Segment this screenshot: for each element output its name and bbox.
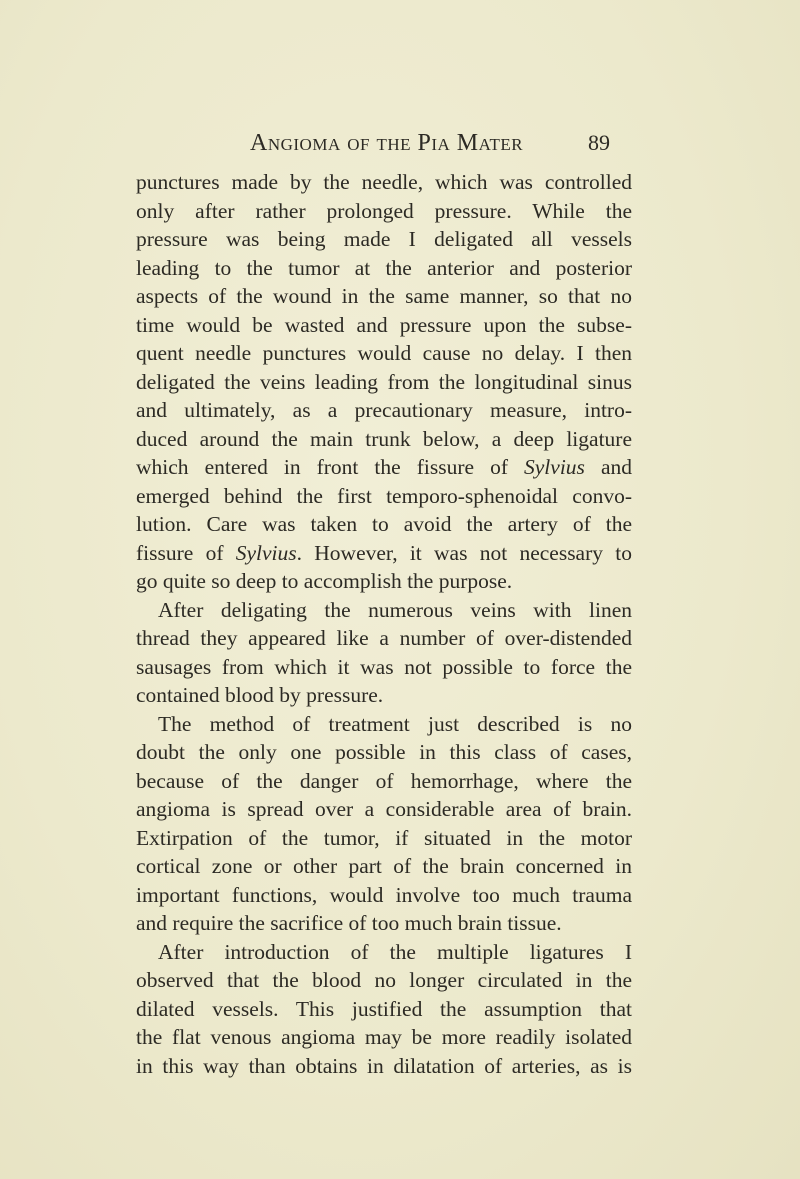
text-run: and ultimately, as a precautionary measure, intro- [136, 398, 632, 422]
text-run: doubt the only one possible in this class of cases, [136, 740, 632, 764]
text-run: pressure was being made I deligated all vessels [136, 227, 632, 251]
text-line [136, 995, 632, 1024]
text-line [136, 225, 632, 254]
text-line [136, 482, 632, 511]
text-line [136, 339, 632, 368]
text-run: dilated vessels. This justified the assumption that [136, 996, 632, 1021]
text-line [136, 795, 632, 824]
text-run: leading to the tumor at the anterior and posterior [136, 255, 632, 280]
page-number: 89 [588, 130, 610, 155]
text-run: duced around the main trunk below, a deep ligature [136, 426, 632, 451]
text-run: and [584, 455, 632, 479]
text-line [136, 653, 632, 682]
text-run: the flat venous angioma may be more readily isolated [136, 1025, 632, 1049]
text-run: sausages from which it was not possible to force the [136, 654, 632, 679]
text-line [136, 881, 632, 910]
text-line [136, 282, 632, 311]
text-run: observed that the blood no longer circulated in the [136, 968, 632, 992]
text-line [136, 197, 632, 226]
text-run: contained blood by pressure. [136, 683, 384, 707]
text-run: The method of treatment just described is no [158, 711, 632, 736]
page-header [250, 130, 610, 160]
text-line [136, 1023, 632, 1052]
text-run: After introduction of the multiple ligatures I [158, 939, 632, 964]
text-run: cortical zone or other part of the brain concerned in [136, 854, 632, 878]
text-run: in this way than obtains in dilatation of arteries, as is [136, 1053, 632, 1078]
text-line [136, 1052, 632, 1081]
text-run: deligated the veins leading from the longitudinal sinus [136, 369, 632, 394]
text-run: angioma is spread over a considerable area of brain. [136, 797, 632, 821]
text-line [136, 396, 632, 425]
text-line [136, 624, 632, 653]
text-run: thread they appeared like a number of over-distended [136, 626, 632, 650]
text-run: lution. Care was taken to avoid the artery of the [136, 512, 632, 536]
text-line [136, 425, 632, 454]
text-run: time would be wasted and pressure upon the subse- [136, 312, 632, 337]
text-run: fissure of [136, 540, 236, 565]
text-run: which entered in front the fissure of [136, 455, 525, 479]
text-run: quent needle punctures would cause no delay. I then [136, 341, 632, 365]
text-line [136, 254, 632, 283]
text-run: Extirpation of the tumor, if situated in the motor [136, 825, 632, 850]
text-run: and require the sacrifice of too much brain tissue. [136, 911, 562, 935]
text-line [136, 738, 632, 767]
text-line [136, 539, 632, 568]
running-title: Angioma of the Pia Mater [250, 130, 524, 156]
text-line [136, 681, 632, 710]
body-text [136, 168, 632, 1080]
text-run: aspects of the wound in the same manner, so that no [136, 284, 632, 308]
text-line [136, 567, 632, 596]
text-run: only after rather prolonged pressure. While the [136, 198, 632, 223]
text-line [136, 909, 632, 938]
italic-term: Sylvius [235, 540, 297, 565]
text-run: important functions, would involve too much trauma [136, 882, 632, 907]
text-line [136, 966, 632, 995]
text-run: because of the danger of hemorrhage, where the [136, 768, 632, 793]
text-line [136, 824, 632, 853]
text-line [136, 852, 632, 881]
text-line [136, 368, 632, 397]
text-run: . However, it was not necessary to [296, 540, 632, 565]
text-line [136, 938, 632, 967]
text-line [136, 767, 632, 796]
text-line [136, 453, 632, 482]
text-run: punctures made by the needle, which was controlled [136, 170, 632, 194]
text-run: emerged behind the first temporo-sphenoidal convo- [136, 483, 632, 508]
text-line [136, 710, 632, 739]
text-line [136, 168, 632, 197]
text-line [136, 596, 632, 625]
text-line [136, 510, 632, 539]
italic-term: Sylvius [524, 455, 585, 479]
text-run: After deligating the numerous veins with linen [158, 597, 632, 622]
text-line [136, 311, 632, 340]
text-run: go quite so deep to accomplish the purpose. [136, 569, 513, 593]
